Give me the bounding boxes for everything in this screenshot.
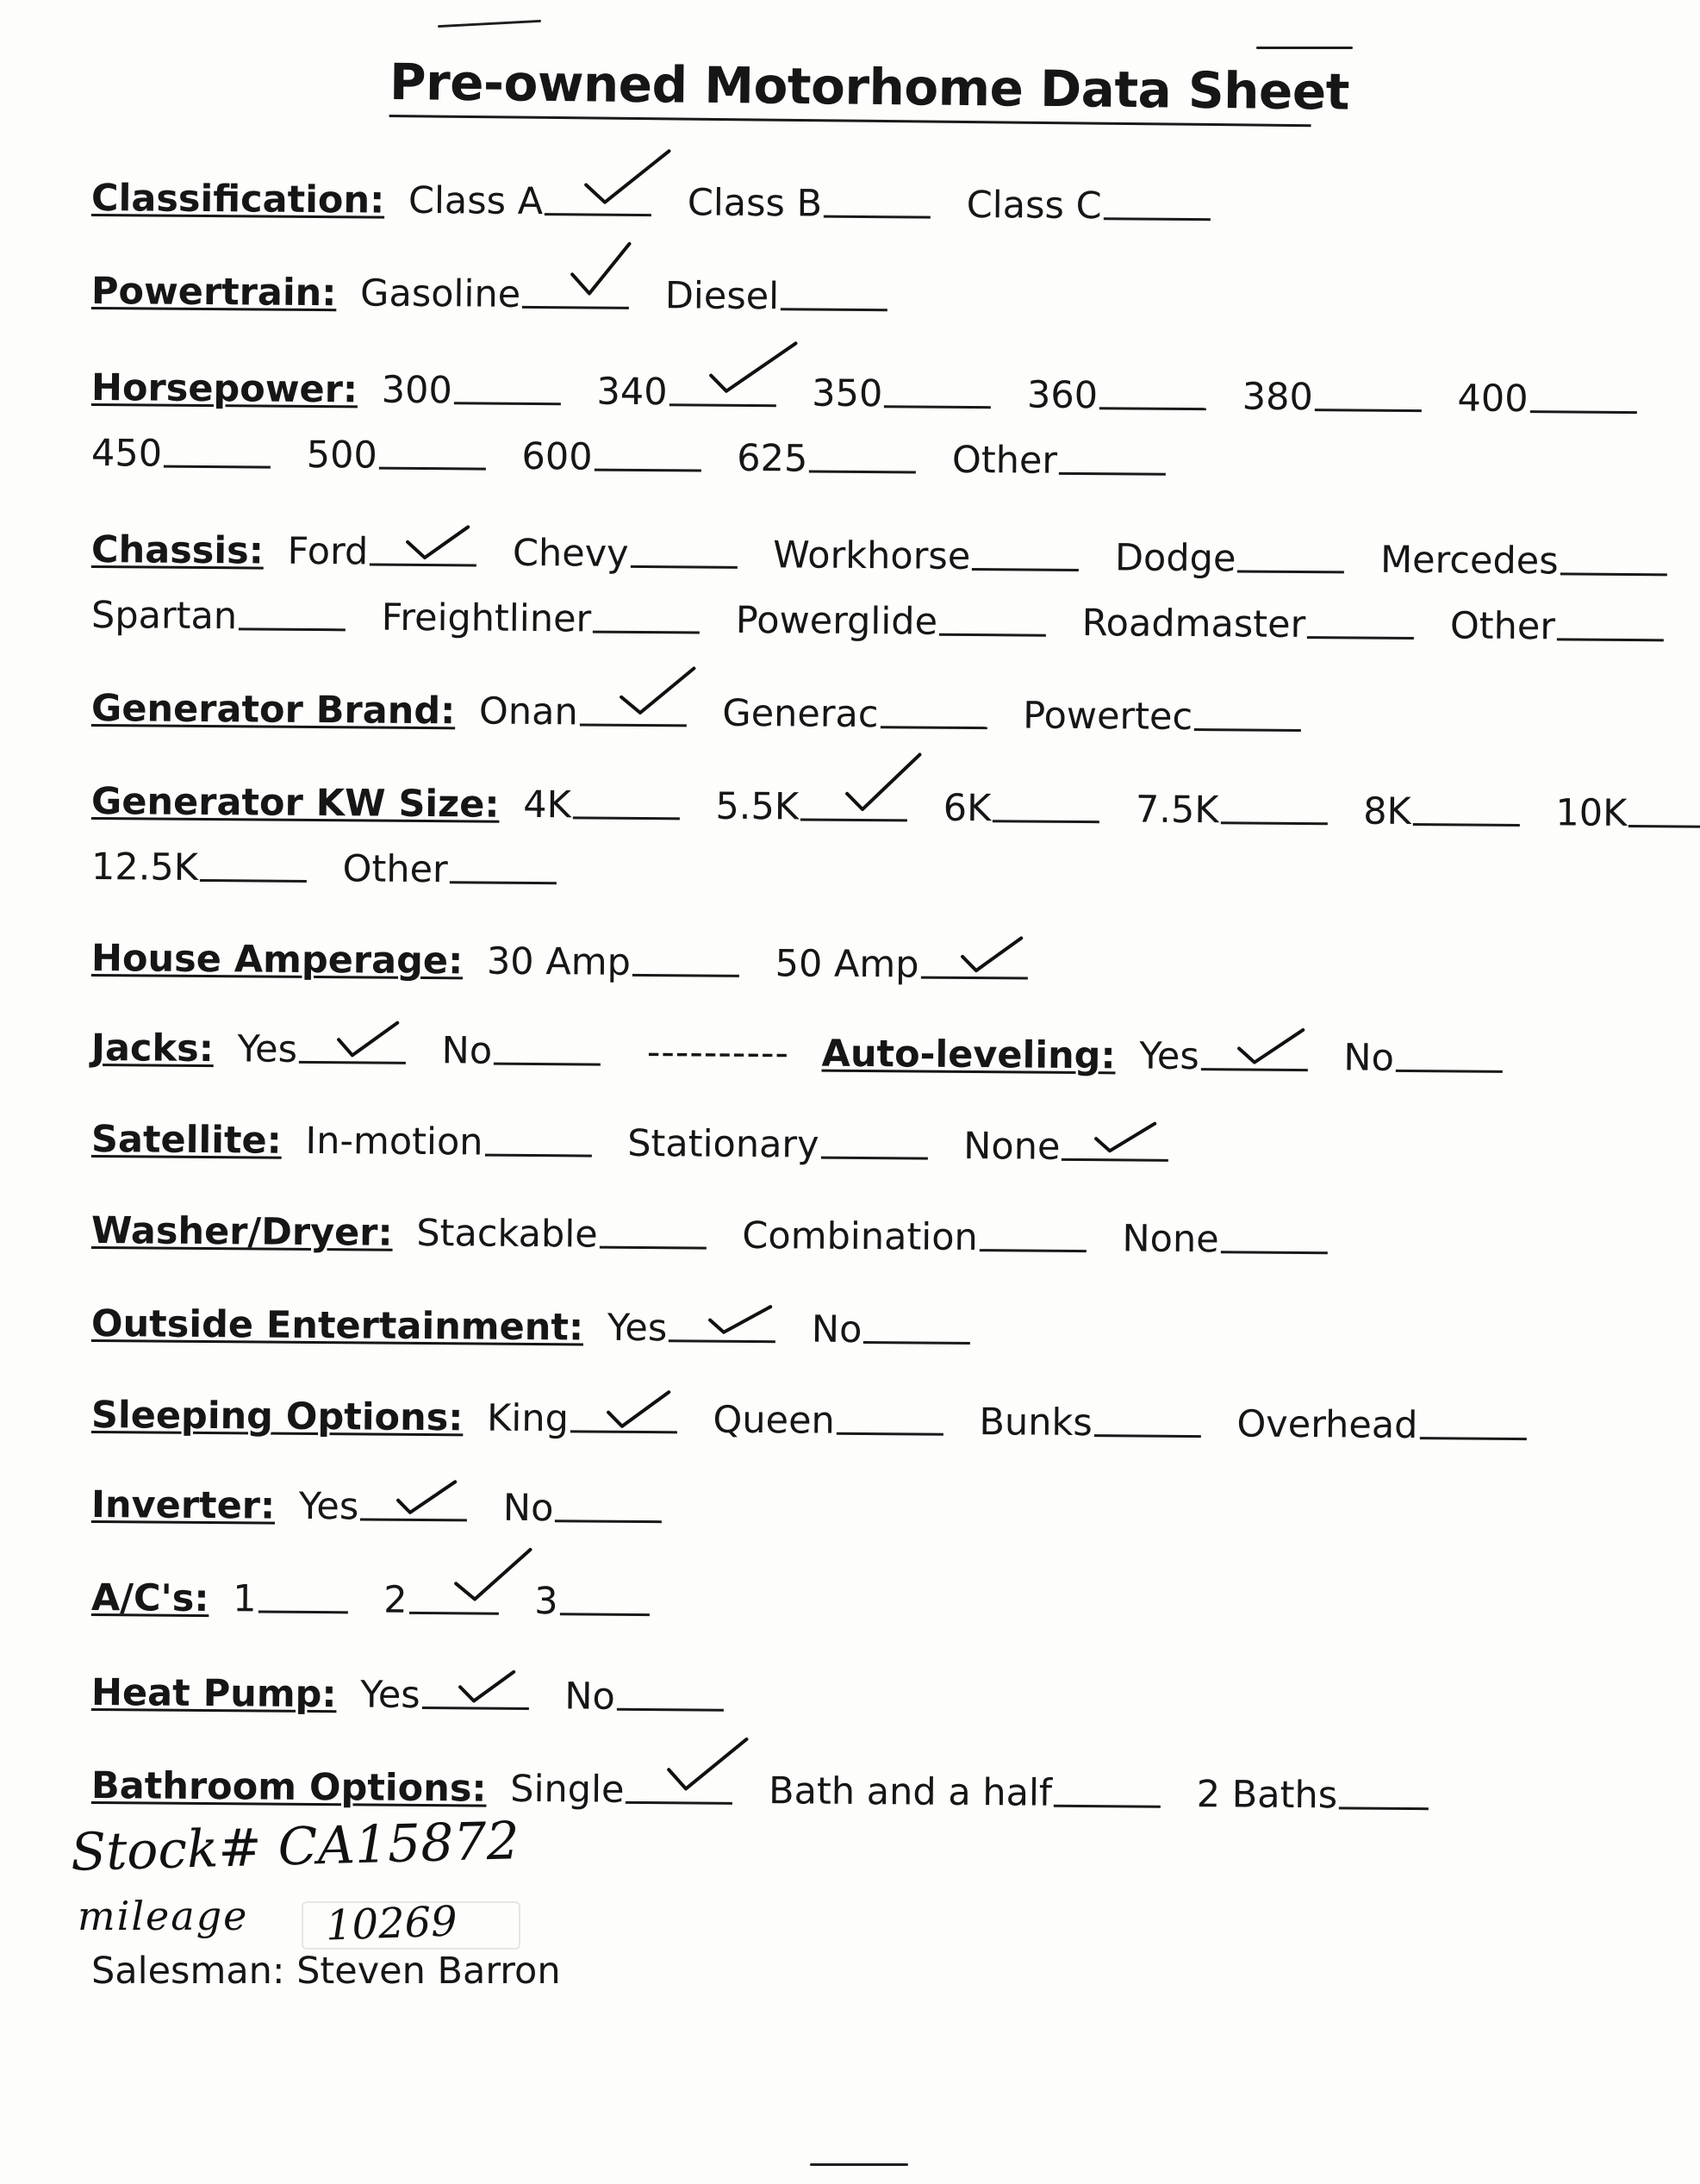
answer-blank[interactable] xyxy=(239,627,346,631)
powertrain-label: Powertrain: xyxy=(90,270,337,315)
answer-blank[interactable] xyxy=(1237,570,1344,573)
acs-label: A/C's: xyxy=(90,1576,209,1621)
option-heat-pump-yes[interactable] xyxy=(360,1672,529,1719)
answer-blank[interactable] xyxy=(980,1249,1087,1252)
option-label: 2 xyxy=(383,1578,408,1622)
option-label: Other xyxy=(342,847,448,892)
option-kw-4k[interactable] xyxy=(523,783,680,830)
option-label: 600 xyxy=(521,434,593,479)
option-chevy[interactable] xyxy=(513,531,738,579)
answer-blank[interactable] xyxy=(863,1341,970,1345)
checkmark-icon xyxy=(704,338,800,399)
checkmark-icon xyxy=(698,1300,775,1340)
horsepower-row-2 xyxy=(91,431,1178,486)
answer-blank[interactable] xyxy=(626,1801,732,1805)
answer-blank[interactable] xyxy=(880,726,987,729)
option-label: 300 xyxy=(381,368,453,413)
option-label: Roadmaster xyxy=(1081,602,1306,647)
answer-blank[interactable] xyxy=(1413,823,1520,827)
answer-blank[interactable] xyxy=(258,1611,347,1614)
sleeping-options-label: Sleeping Options: xyxy=(90,1394,464,1440)
option-class-c[interactable] xyxy=(967,183,1211,231)
classification-label: Classification: xyxy=(90,177,385,222)
jacks-label: Jacks: xyxy=(90,1026,215,1071)
answer-blank[interactable] xyxy=(617,1708,724,1712)
acs-row xyxy=(91,1576,662,1626)
option-label: Mercedes xyxy=(1379,538,1559,583)
answer-blank[interactable] xyxy=(1557,638,1664,641)
option-kw-10k[interactable] xyxy=(1555,790,1700,838)
answer-blank[interactable] xyxy=(164,465,271,469)
option-label: Class C xyxy=(966,183,1102,228)
option-label: Dodge xyxy=(1114,536,1236,581)
option-single[interactable] xyxy=(510,1767,733,1815)
option-label: King xyxy=(486,1396,570,1441)
answer-blank[interactable] xyxy=(593,631,700,634)
powertrain-row xyxy=(91,269,900,321)
generator-kw-row xyxy=(91,779,1700,839)
answer-blank[interactable] xyxy=(1220,821,1327,825)
sleeping-options-row xyxy=(91,1393,1539,1451)
chassis-row-2 xyxy=(91,593,1676,652)
heat-pump-label: Heat Pump: xyxy=(90,1671,337,1717)
stray-mark-bottom xyxy=(810,2163,908,2166)
answer-blank[interactable] xyxy=(993,820,1099,823)
bathroom-options-row xyxy=(91,1763,1442,1820)
answer-blank[interactable] xyxy=(781,308,887,311)
option-label: 380 xyxy=(1242,375,1314,420)
answer-blank[interactable] xyxy=(1201,1068,1308,1071)
generator-brand-label: Generator Brand: xyxy=(90,687,456,733)
option-label: Yes xyxy=(607,1306,668,1351)
bathroom-options-label: Bathroom Options: xyxy=(90,1764,487,1811)
option-chassis-other[interactable] xyxy=(1450,603,1665,652)
option-ac-1[interactable] xyxy=(233,1576,348,1624)
option-label: 500 xyxy=(306,433,378,477)
page-title: Pre-owned Motorhome Data Sheet xyxy=(389,53,1312,127)
option-label: Yes xyxy=(298,1484,359,1529)
option-label: Single xyxy=(510,1767,625,1812)
option-powertec[interactable] xyxy=(1023,693,1301,741)
option-hp-450[interactable] xyxy=(91,431,271,478)
option-dodge[interactable] xyxy=(1115,535,1345,583)
house-amperage-row xyxy=(91,936,1040,989)
option-label: Diesel xyxy=(664,274,780,319)
option-label: Workhorse xyxy=(773,534,971,579)
option-label: Class A xyxy=(408,178,544,224)
answer-blank[interactable] xyxy=(200,879,307,883)
answer-blank[interactable] xyxy=(1307,636,1414,640)
option-label: No xyxy=(1343,1036,1395,1080)
option-label: 7.5K xyxy=(1135,788,1219,833)
option-label: Other xyxy=(1449,604,1556,649)
answer-blank[interactable] xyxy=(1099,407,1206,410)
option-diesel[interactable] xyxy=(665,273,888,321)
option-hp-350[interactable] xyxy=(812,371,991,419)
answer-blank[interactable] xyxy=(972,568,1079,571)
option-class-a[interactable] xyxy=(408,178,652,227)
answer-blank[interactable] xyxy=(820,1157,927,1160)
option-label: In-motion xyxy=(305,1119,483,1164)
option-kw-7-5k[interactable] xyxy=(1136,788,1328,835)
answer-blank[interactable] xyxy=(1054,1805,1161,1808)
checkmark-icon xyxy=(614,658,710,719)
answer-blank[interactable] xyxy=(1339,1806,1429,1810)
option-satellite-none[interactable] xyxy=(963,1124,1169,1172)
option-king[interactable] xyxy=(487,1396,677,1444)
option-label: Powerglide xyxy=(735,598,938,644)
checkmark-icon xyxy=(399,523,476,564)
house-amperage-label: House Amperage: xyxy=(90,937,464,983)
option-spartan[interactable] xyxy=(91,593,346,641)
option-combination[interactable] xyxy=(742,1214,1087,1263)
option-label: Bunks xyxy=(979,1401,1093,1445)
checkmark-icon xyxy=(1091,1118,1168,1158)
heat-pump-row xyxy=(91,1670,736,1722)
answer-blank[interactable] xyxy=(809,471,916,474)
option-label: No xyxy=(811,1307,862,1352)
checkmark-icon xyxy=(557,240,652,301)
option-label: Queen xyxy=(713,1398,835,1443)
answer-blank[interactable] xyxy=(422,1707,529,1710)
option-onan[interactable] xyxy=(479,690,687,738)
answer-blank[interactable] xyxy=(1059,472,1166,476)
outside-entertainment-label: Outside Entertainment: xyxy=(90,1302,584,1350)
option-auto-leveling-no[interactable] xyxy=(1343,1035,1503,1083)
option-workhorse[interactable] xyxy=(773,533,1079,582)
answer-blank[interactable] xyxy=(1529,410,1636,414)
option-2-baths[interactable] xyxy=(1196,1772,1429,1820)
option-kw-12-5k[interactable] xyxy=(91,845,307,893)
answer-blank[interactable] xyxy=(545,213,651,216)
answer-blank[interactable] xyxy=(1560,572,1666,576)
checkmark-icon xyxy=(328,1020,406,1061)
option-generac[interactable] xyxy=(722,691,987,739)
option-in-motion[interactable] xyxy=(305,1119,591,1167)
answer-blank[interactable] xyxy=(570,1430,677,1433)
option-mercedes[interactable] xyxy=(1380,538,1667,586)
horsepower-row xyxy=(91,365,1649,424)
option-class-b[interactable] xyxy=(688,180,931,228)
option-label: 6K xyxy=(943,786,992,831)
inverter-label: Inverter: xyxy=(90,1483,276,1528)
answer-blank[interactable] xyxy=(573,816,680,820)
answer-blank[interactable] xyxy=(484,1154,591,1158)
option-kw-8k[interactable] xyxy=(1363,789,1520,837)
option-label: 30 Amp xyxy=(486,939,632,984)
option-kw-5-5k[interactable] xyxy=(715,784,907,832)
option-heat-pump-no[interactable] xyxy=(564,1674,724,1721)
option-hp-other[interactable] xyxy=(952,438,1167,486)
answer-blank[interactable] xyxy=(555,1519,662,1523)
option-label: 4K xyxy=(523,783,571,827)
answer-blank[interactable] xyxy=(800,818,907,821)
option-outside-yes[interactable] xyxy=(607,1306,776,1353)
option-kw-6k[interactable] xyxy=(943,786,1099,833)
option-hp-380[interactable] xyxy=(1242,374,1422,421)
option-label: 450 xyxy=(90,432,163,476)
option-label: 5.5K xyxy=(715,784,800,829)
option-bath-and-a-half[interactable] xyxy=(769,1769,1161,1818)
option-label: 360 xyxy=(1026,373,1099,418)
option-hp-340[interactable] xyxy=(596,370,775,417)
generator-kw-label: Generator KW Size: xyxy=(90,780,500,827)
checkmark-icon xyxy=(835,752,931,814)
option-inverter-yes[interactable] xyxy=(299,1484,468,1532)
jacks-row xyxy=(91,1026,1515,1083)
option-label: Powertec xyxy=(1022,694,1193,739)
checkmark-icon xyxy=(451,1666,529,1707)
option-ford[interactable] xyxy=(287,529,476,577)
answer-blank[interactable] xyxy=(884,405,991,409)
option-label: 2 Baths xyxy=(1196,1773,1338,1818)
auto-leveling-label: Auto-leveling: xyxy=(821,1032,1116,1078)
option-label: 3 xyxy=(534,1580,558,1624)
option-label: Stackable xyxy=(416,1211,598,1257)
classification-row xyxy=(91,176,1223,231)
option-label: Combination xyxy=(742,1214,978,1260)
generator-kw-row-2 xyxy=(91,845,569,895)
answer-blank[interactable] xyxy=(522,306,629,309)
horsepower-label: Horsepower: xyxy=(90,366,358,412)
option-hp-400[interactable] xyxy=(1457,376,1636,423)
answer-blank[interactable] xyxy=(379,467,486,471)
option-label: 350 xyxy=(812,371,883,416)
answer-blank[interactable] xyxy=(632,974,739,977)
option-ac-3[interactable] xyxy=(534,1579,650,1626)
answer-blank[interactable] xyxy=(824,215,931,219)
option-powerglide[interactable] xyxy=(736,598,1047,647)
option-auto-leveling-yes[interactable] xyxy=(1139,1034,1308,1082)
option-label: 400 xyxy=(1457,377,1529,421)
option-label: Yes xyxy=(237,1027,298,1071)
answer-blank[interactable] xyxy=(1221,1251,1328,1254)
checkmark-icon xyxy=(600,1390,677,1431)
option-label: No xyxy=(441,1029,493,1073)
checkmark-icon xyxy=(1230,1027,1308,1068)
checkmark-icon xyxy=(660,1735,756,1796)
option-washer-none[interactable] xyxy=(1122,1216,1328,1264)
option-label: Generac xyxy=(722,691,879,737)
option-hp-300[interactable] xyxy=(382,368,561,415)
satellite-label: Satellite: xyxy=(90,1118,283,1163)
option-label: Overhead xyxy=(1236,1402,1418,1448)
answer-blank[interactable] xyxy=(299,1061,406,1064)
answer-blank[interactable] xyxy=(1628,825,1700,828)
option-label: 1 xyxy=(232,1577,257,1621)
generator-brand-row xyxy=(91,686,1314,742)
answer-blank[interactable] xyxy=(669,1339,775,1343)
inverter-row xyxy=(91,1482,675,1533)
checkmark-icon xyxy=(950,936,1027,977)
option-outside-no[interactable] xyxy=(812,1307,971,1355)
option-label: Yes xyxy=(360,1673,420,1717)
answer-blank[interactable] xyxy=(1315,409,1422,412)
option-inverter-no[interactable] xyxy=(503,1486,663,1533)
option-label: No xyxy=(502,1486,554,1531)
option-stackable[interactable] xyxy=(416,1211,707,1259)
option-label: Other xyxy=(951,438,1058,483)
answer-blank[interactable] xyxy=(594,469,701,472)
answer-blank[interactable] xyxy=(580,723,687,727)
washer-dryer-row xyxy=(91,1208,1340,1264)
satellite-row xyxy=(91,1117,1181,1172)
answer-blank[interactable] xyxy=(408,1612,498,1615)
salesman-line: Salesman: Steven Barron xyxy=(91,1950,561,1993)
chassis-row xyxy=(91,527,1679,586)
answer-blank[interactable] xyxy=(1094,1434,1201,1438)
option-label: Class B xyxy=(687,181,823,226)
outside-entertainment-row xyxy=(91,1301,983,1355)
answer-blank[interactable] xyxy=(1396,1070,1503,1073)
option-freightliner[interactable] xyxy=(382,596,701,645)
option-hp-600[interactable] xyxy=(521,434,701,482)
answer-blank[interactable] xyxy=(837,1432,943,1436)
option-label: Gasoline xyxy=(359,271,521,316)
option-label: Yes xyxy=(1139,1034,1199,1079)
option-label: Bath and a half xyxy=(768,1769,1053,1815)
option-label: Spartan xyxy=(90,594,238,639)
checkmark-icon xyxy=(579,147,675,208)
answer-blank[interactable] xyxy=(1419,1437,1526,1440)
option-gasoline[interactable] xyxy=(360,271,629,319)
answer-blank[interactable] xyxy=(450,881,557,884)
option-hp-500[interactable] xyxy=(307,433,486,480)
option-label: 50 Amp xyxy=(775,942,919,987)
option-jacks-no[interactable] xyxy=(441,1028,601,1076)
option-hp-360[interactable] xyxy=(1027,373,1206,421)
checkmark-icon xyxy=(444,1545,539,1607)
answer-blank[interactable] xyxy=(600,1246,707,1250)
stray-mark-top-left xyxy=(438,20,541,28)
option-label: 12.5K xyxy=(90,846,199,889)
option-label: No xyxy=(564,1675,616,1719)
chassis-label: Chassis: xyxy=(90,528,265,573)
washer-dryer-label: Washer/Dryer: xyxy=(90,1209,393,1255)
answer-blank[interactable] xyxy=(669,403,775,407)
option-overhead[interactable] xyxy=(1236,1401,1526,1450)
option-50-amp[interactable] xyxy=(775,941,1027,989)
option-jacks-yes[interactable] xyxy=(237,1026,406,1074)
answer-blank[interactable] xyxy=(1062,1158,1168,1162)
answer-blank[interactable] xyxy=(559,1613,649,1616)
option-label: Freightliner xyxy=(381,596,592,641)
option-queen[interactable] xyxy=(713,1398,943,1446)
option-label: None xyxy=(1122,1217,1219,1262)
answer-blank[interactable] xyxy=(920,977,1027,980)
option-ac-2[interactable] xyxy=(383,1578,499,1626)
option-label: None xyxy=(963,1124,1061,1169)
stray-mark-top-right xyxy=(1256,47,1353,49)
answer-blank[interactable] xyxy=(454,402,561,405)
answer-blank[interactable] xyxy=(370,564,476,567)
answer-blank[interactable] xyxy=(1103,217,1210,221)
option-label: Stationary xyxy=(626,1121,819,1167)
option-hp-625[interactable] xyxy=(737,436,916,484)
checkmark-icon xyxy=(389,1478,467,1519)
handwritten-mileage-value: 10269 xyxy=(325,1897,458,1950)
answer-blank[interactable] xyxy=(360,1518,467,1521)
separator: ---------- xyxy=(646,1031,790,1076)
option-label: 8K xyxy=(1362,789,1411,834)
option-label: Chevy xyxy=(512,531,629,576)
option-roadmaster[interactable] xyxy=(1082,601,1415,650)
answer-blank[interactable] xyxy=(630,565,737,569)
option-kw-other[interactable] xyxy=(342,846,557,895)
answer-blank[interactable] xyxy=(494,1063,601,1066)
option-label: Ford xyxy=(287,529,369,574)
option-label: 340 xyxy=(596,370,668,415)
option-label: 625 xyxy=(737,436,808,481)
option-label: 10K xyxy=(1555,791,1628,835)
answer-blank[interactable] xyxy=(1194,728,1301,732)
handwritten-mileage-label: mileage xyxy=(78,1893,249,1939)
answer-blank[interactable] xyxy=(939,633,1046,637)
option-stationary[interactable] xyxy=(627,1121,928,1170)
handwritten-stock-number: Stock# CA15872 xyxy=(70,1811,520,1883)
option-30-amp[interactable] xyxy=(487,939,739,988)
option-bunks[interactable] xyxy=(979,1400,1201,1448)
option-label: Onan xyxy=(478,690,578,734)
